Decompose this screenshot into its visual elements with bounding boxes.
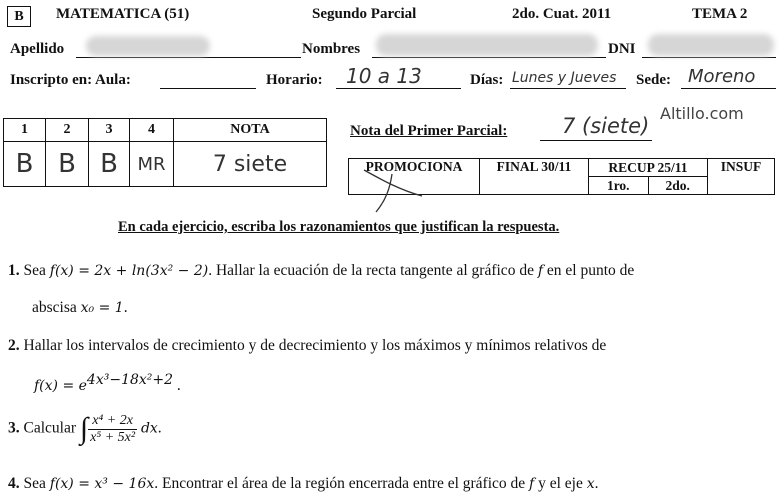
question-4-axis: x <box>586 476 595 492</box>
grade-header-nota: NOTA <box>174 119 327 142</box>
promo-header-promociona: PROMOCIONA <box>349 159 480 195</box>
dni-label: DNI <box>608 41 636 57</box>
question-4-text-a: Sea <box>23 475 46 492</box>
question-2-formula-exp: 4x³−18x²+2 <box>86 372 174 388</box>
nombres-line <box>372 57 606 58</box>
question-4 <box>8 475 599 493</box>
grade-header-2: 2 <box>46 119 89 142</box>
first-exam-value: 7 (siete) <box>562 114 650 138</box>
aula-line <box>160 88 256 89</box>
question-1-formula: f(x) = 2x + ln(3x² − 2) <box>49 263 209 279</box>
apellido-redaction <box>86 36 210 56</box>
grade-value-2: B <box>46 142 89 187</box>
question-3-text-a: Calcular <box>23 419 77 437</box>
horario-line <box>336 88 461 89</box>
sede-line <box>681 88 776 89</box>
question-2-line-2 <box>34 372 181 395</box>
dias-line <box>510 88 626 89</box>
dni-redaction <box>648 34 774 56</box>
grade-value-3: B <box>89 142 130 187</box>
promo-header-final: FINAL 30/11 <box>480 159 589 195</box>
grade-header-4: 4 <box>130 119 174 142</box>
question-4-text-d: . <box>594 475 599 492</box>
question-3-fraction <box>88 413 137 446</box>
question-4-number: 4. <box>8 475 20 492</box>
question-2-text-a: Hallar los intervalos de crecimiento y de decrecimiento y los máximos y mínimos relativos de <box>23 337 607 354</box>
promo-header-recup: RECUP 25/11 <box>589 159 708 177</box>
question-4-f: f <box>529 476 535 492</box>
question-3-number: 3. <box>8 419 20 437</box>
question-1-text-a: Sea <box>23 262 46 279</box>
grade-value-nota: 7 siete <box>174 142 327 187</box>
question-2-text-b: . <box>176 377 181 395</box>
apellido-line <box>76 57 301 58</box>
instructions: En cada ejercicio, escriba los razonamientos que justifican la respuesta. <box>118 219 560 235</box>
nombres-label: Nombres <box>302 41 361 57</box>
promo-sub-2do: 2do. <box>648 177 708 195</box>
question-4-text-b: . Encontrar el área de la región encerrada entre el gráfico de <box>154 475 526 492</box>
grade-header-1: 1 <box>4 119 46 142</box>
question-2-formula-base: f(x) = e <box>34 378 87 395</box>
question-3 <box>8 412 162 446</box>
grade-value-1: B <box>4 142 46 187</box>
horario-label: Horario: <box>266 72 323 88</box>
dias-value: Lunes y Jueves <box>512 70 617 86</box>
question-3-dx: dx <box>140 420 158 437</box>
question-1-line-2 <box>32 299 128 317</box>
question-1 <box>8 262 634 280</box>
question-3-numerator: x⁴ + 2x <box>88 413 137 430</box>
question-3-text-b: . <box>157 419 162 437</box>
question-1-text-d: abscisa <box>32 299 77 316</box>
question-3-denominator: x⁵ + 5x² <box>90 429 136 445</box>
question-1-text-e: . <box>123 299 128 316</box>
promo-sub-1ro: 1ro. <box>589 177 649 195</box>
promotion-check-mark <box>352 166 442 216</box>
question-1-text-b: . Hallar la ecuación de la recta tangente al gráfico de <box>208 262 534 279</box>
question-1-f: f <box>537 263 544 279</box>
promo-header-insuf: INSUF <box>708 159 775 195</box>
question-2-number: 2. <box>8 337 20 354</box>
first-exam-line <box>540 140 652 141</box>
dni-line <box>642 57 776 58</box>
grade-header-3: 3 <box>89 119 130 142</box>
dias-label: Días: <box>470 72 504 88</box>
question-4-text-c: y el eje <box>538 475 583 492</box>
horario-value: 10 a 13 <box>346 64 422 88</box>
question-1-abscisa: x₀ = 1 <box>80 300 124 316</box>
question-1-text-c: en el punto de <box>546 262 635 279</box>
apellido-label: Apellido <box>10 41 65 57</box>
question-1-number: 1. <box>8 262 20 279</box>
theme-label: TEMA 2 <box>692 6 748 22</box>
nombres-redaction <box>376 34 598 56</box>
aula-label: Inscripto en: Aula: <box>10 72 131 88</box>
grade-value-4: MR <box>130 142 174 187</box>
exam-letter-box: B <box>7 6 31 27</box>
question-2 <box>8 337 606 355</box>
exam-title: Segundo Parcial <box>312 6 417 22</box>
question-3-integral: ∫ <box>79 412 89 445</box>
course-title: MATEMATICA (51) <box>56 6 190 22</box>
question-4-formula: f(x) = x³ − 16x <box>49 476 155 492</box>
term-label: 2do. Cuat. 2011 <box>512 6 612 22</box>
grades-table <box>3 118 327 187</box>
sede-label: Sede: <box>636 72 671 88</box>
first-exam-label: Nota del Primer Parcial: <box>350 123 508 139</box>
sede-value: Moreno <box>688 66 756 87</box>
watermark-text: Altillo.com <box>660 104 744 123</box>
